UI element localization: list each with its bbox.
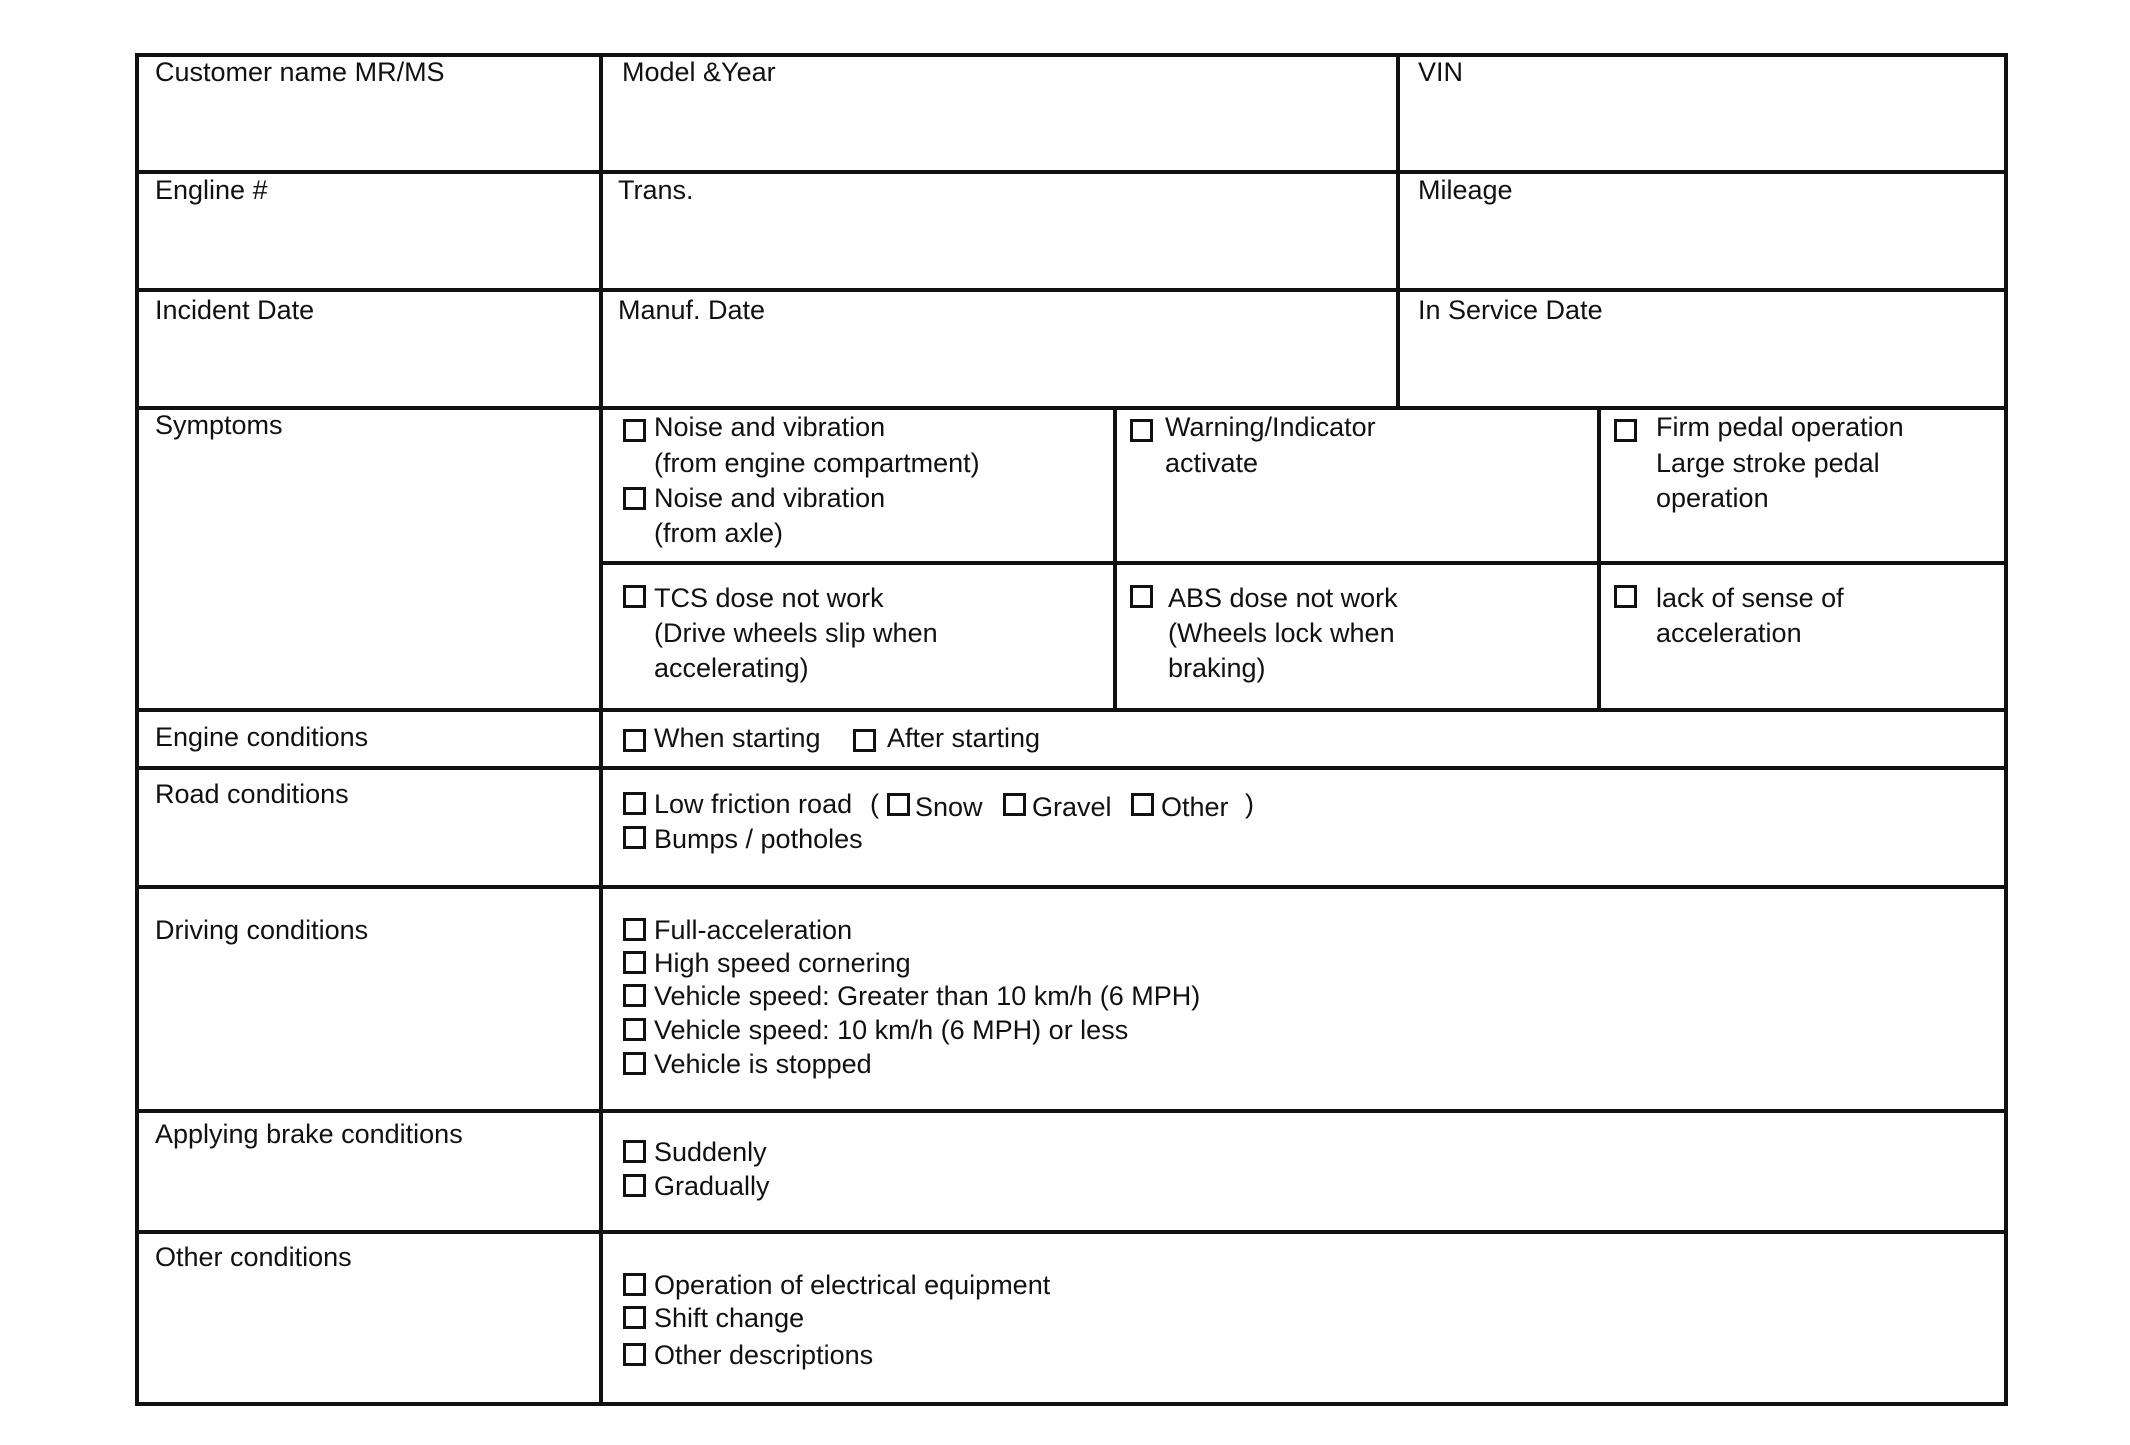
other-conditions-label: Other conditions: [155, 1242, 352, 1272]
checkbox-warning-indicator[interactable]: [1130, 419, 1153, 442]
checkbox-abs[interactable]: [1130, 585, 1153, 608]
suddenly-label: Suddenly: [654, 1137, 767, 1167]
grid-line: [135, 53, 139, 1406]
checkbox-other-road[interactable]: [1131, 793, 1154, 816]
grid-line: [2004, 53, 2008, 1406]
grid-line: [1396, 53, 1400, 408]
checkbox-gradually[interactable]: [623, 1174, 646, 1197]
checkbox-bumps-potholes[interactable]: [623, 826, 646, 849]
low-friction-road-label: Low friction road: [654, 789, 853, 819]
noise-engine-line1: Noise and vibration: [654, 412, 886, 442]
driving-conditions-label: Driving conditions: [155, 915, 369, 945]
full-acceleration-label: Full-acceleration: [654, 915, 853, 945]
vin-label: VIN: [1418, 57, 1464, 87]
warning-line2: activate: [1165, 448, 1259, 478]
checkbox-snow[interactable]: [887, 793, 910, 816]
checkbox-low-friction-road[interactable]: [623, 792, 646, 815]
brake-conditions-label: Applying brake conditions: [155, 1119, 463, 1149]
checkbox-suddenly[interactable]: [623, 1140, 646, 1163]
after-starting-label: After starting: [887, 723, 1041, 753]
gravel-label: Gravel: [1032, 792, 1112, 822]
checkbox-high-speed-cornering[interactable]: [623, 951, 646, 974]
mileage-label: Mileage: [1418, 175, 1513, 205]
abs-line3: braking): [1168, 653, 1266, 683]
bumps-potholes-label: Bumps / potholes: [654, 824, 863, 854]
grid-line: [135, 766, 2008, 770]
checkbox-electrical-equipment[interactable]: [623, 1273, 646, 1296]
checkbox-tcs[interactable]: [623, 585, 646, 608]
vehicle-stopped-label: Vehicle is stopped: [654, 1049, 872, 1079]
trans-label: Trans.: [618, 175, 694, 205]
electrical-equipment-label: Operation of electrical equipment: [654, 1270, 1051, 1300]
checkbox-vehicle-stopped[interactable]: [623, 1052, 646, 1075]
manuf-date-label: Manuf. Date: [618, 295, 766, 325]
speed-greater-label: Vehicle speed: Greater than 10 km/h (6 MPH): [654, 981, 1201, 1011]
paren-close: ): [1245, 789, 1254, 819]
checkbox-full-acceleration[interactable]: [623, 918, 646, 941]
noise-engine-line2: (from engine compartment): [654, 448, 980, 478]
tcs-line1: TCS dose not work: [654, 583, 884, 613]
other-road-label: Other: [1161, 792, 1229, 822]
checkbox-noise-engine[interactable]: [623, 419, 646, 442]
grid-line: [135, 885, 2008, 889]
gradually-label: Gradually: [654, 1171, 770, 1201]
grid-line: [135, 1230, 2008, 1234]
other-descriptions-label: Other descriptions: [654, 1340, 874, 1370]
engine-conditions-label: Engine conditions: [155, 722, 369, 752]
checkbox-other-descriptions[interactable]: [623, 1343, 646, 1366]
checkbox-gravel[interactable]: [1003, 793, 1026, 816]
tcs-line2: (Drive wheels slip when: [654, 618, 938, 648]
checkbox-acceleration[interactable]: [1614, 585, 1637, 608]
abs-line2: (Wheels lock when: [1168, 618, 1395, 648]
when-starting-label: When starting: [654, 723, 821, 753]
symptoms-label: Symptoms: [155, 410, 283, 440]
grid-line: [135, 1109, 2008, 1113]
incident-date-label: Incident Date: [155, 295, 315, 325]
checkbox-after-starting[interactable]: [853, 729, 876, 752]
noise-axle-line2: (from axle): [654, 518, 784, 548]
checkbox-pedal-operation[interactable]: [1614, 419, 1637, 442]
model-year-label: Model &Year: [622, 57, 776, 87]
paren-open: (: [870, 789, 879, 819]
high-speed-cornering-label: High speed cornering: [654, 948, 911, 978]
warning-line1: Warning/Indicator: [1165, 412, 1376, 442]
snow-label: Snow: [915, 792, 983, 822]
customer-name-label: Customer name MR/MS: [155, 57, 445, 87]
grid-line: [1597, 406, 1601, 710]
checkbox-shift-change[interactable]: [623, 1306, 646, 1329]
grid-line: [135, 708, 2008, 712]
tcs-line3: accelerating): [654, 653, 809, 683]
grid-line: [1113, 406, 1117, 710]
engine-number-label: Engline #: [155, 175, 268, 205]
grid-line: [135, 288, 2008, 292]
checkbox-noise-axle[interactable]: [623, 487, 646, 510]
grid-line: [135, 170, 2008, 174]
noise-axle-line1: Noise and vibration: [654, 483, 886, 513]
checkbox-speed-greater[interactable]: [623, 984, 646, 1007]
abs-line1: ABS dose not work: [1168, 583, 1398, 613]
accel-line1: lack of sense of: [1656, 583, 1844, 613]
checkbox-when-starting[interactable]: [623, 729, 646, 752]
pedal-line3: operation: [1656, 483, 1769, 513]
road-conditions-label: Road conditions: [155, 779, 349, 809]
accel-line2: acceleration: [1656, 618, 1802, 648]
grid-line: [601, 561, 2008, 565]
checkbox-speed-less[interactable]: [623, 1018, 646, 1041]
grid-line: [599, 53, 603, 1406]
pedal-line2: Large stroke pedal: [1656, 448, 1880, 478]
shift-change-label: Shift change: [654, 1303, 805, 1333]
in-service-date-label: In Service Date: [1418, 295, 1603, 325]
speed-less-label: Vehicle speed: 10 km/h (6 MPH) or less: [654, 1015, 1129, 1045]
pedal-line1: Firm pedal operation: [1656, 412, 1904, 442]
grid-line: [135, 1402, 2008, 1406]
